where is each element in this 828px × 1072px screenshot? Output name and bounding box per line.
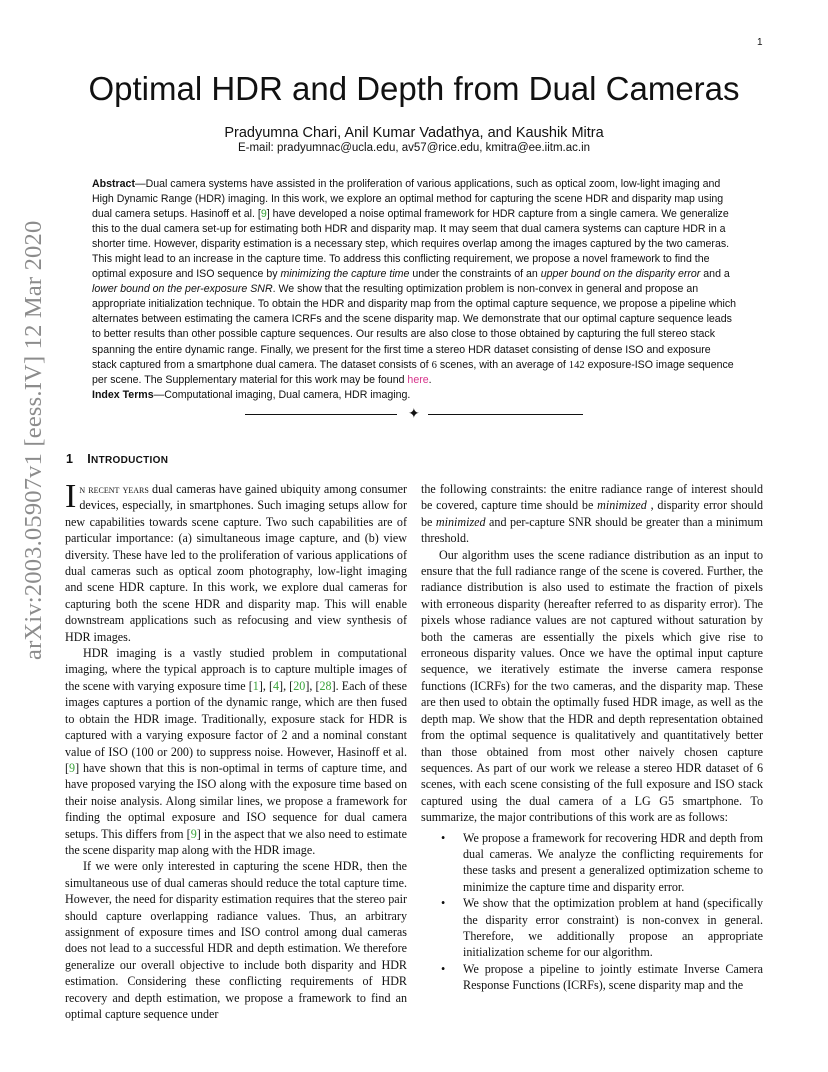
citation-link[interactable]: 4 bbox=[273, 678, 280, 693]
page-number: 1 bbox=[757, 37, 763, 48]
author-list: Pradyumna Chari, Anil Kumar Vadathya, and Kaushik Mitra bbox=[224, 125, 604, 141]
citation-link[interactable]: 20 bbox=[293, 678, 306, 693]
paper-title: Optimal HDR and Depth from Dual Cameras bbox=[88, 70, 740, 107]
contributions-list bbox=[421, 830, 763, 994]
paragraph: the following constraints: the enitre radiance range of interest should be covered, capture time should be minimized , disparity error should be minimized and per-capture SNR should be greater than a minimum threshold. bbox=[421, 482, 763, 546]
paragraph: If we were only interested in capturing the scene HDR, then the simultaneous use of dual cameras should reduce the total capture time. However, the need for disparity estimation requires that the stereo pair should capture overlapping radiance values. Thus, an arbitrary assignment of exposure times and ISO control among dual cameras does not lead to a successful HDR and depth estimation. We therefore generalize our overall objective to include both disparity and HDR estimation. Considering these conflicting requirements of HDR recovery and depth estimation, we propose a framework to find an optimal capture sequence under bbox=[65, 859, 407, 1021]
paragraph: HDR imaging is a vastly studied problem in computational imaging, where the typical approach is to capture multiple images of the scene with varying exposure time [1], [4], [20], [28]. Each of these images captures a portion of the dynamic range, which are then fused to obtain the HDR image. Traditionally, exposure stack for HDR is captured with a varying exposure factor of 2 and a nominal constant value of ISO (100 or 200) to suppress noise. However, Hasinoff et al. [9] have shown that this is non-optimal in terms of capture time, and have proposed varying the ISO along with the exposure time based on their noise analysis. Along similar lines, we propose a framework for finding the optimal exposure and ISO sequence for dual camera setups. This differs from [9] in the aspect that we also need to estimate the scene disparity map along with the HDR image. bbox=[65, 646, 407, 857]
section-divider bbox=[245, 408, 583, 422]
index-terms: Index Terms—Computational imaging, Dual camera, HDR imaging. bbox=[92, 389, 411, 401]
supplementary-link[interactable]: here bbox=[407, 373, 429, 386]
list-item: • We propose a framework for recovering HDR and depth from dual cameras. We analyze the conflicting requirements for these tasks and present a generalized optimization scheme to minimize the capture time and disparity error. bbox=[463, 830, 763, 896]
diamond-icon: ✦ bbox=[408, 406, 420, 422]
column-right bbox=[421, 481, 763, 994]
citation-link[interactable]: 9 bbox=[260, 208, 267, 221]
abstract: Abstract—Dual camera systems have assisted in the proliferation of various applications, such as optical zoom, low-light imaging and High Dynamic Range (HDR) imaging. In this work, we explore an optimal method for capturing the scene HDR and disparity map using dual camera setups. Hasinoff et al. [9] have developed a noise optimal framework for HDR capture from a single camera. We generalize this to the dual camera set-up for estimating both HDR and disparity map. It may seem that dual camera systems can capture HDR in a shorter time. However, disparity estimation is a necessary step, which requires overlap among the images captured by the two cameras. This might lead to an increase in the capture time. To address this conflicting requirement, we propose a novel framework to find the optimal exposure and ISO sequence by minimizing the capture time under the constraints of an upper bound on the disparity error and a lower bound on the per-exposure SNR. We show that the resulting optimization problem is non-convex in general and propose an appropriate initialization technique. To obtain the HDR and disparity map from the optimal capture sequence, we propose a pipeline which alternates between estimating the camera ICRFs and the scene disparity map. We demonstrate that our optimal capture sequence leads to better results than other possible capture sequences. Our results are also close to those obtained by capturing the full stereo stack spanning the entire dynamic range. Finally, we present for the first time a stereo HDR dataset consisting of dense ISO and exposure stack captured from a smartphone dual camera. The dataset consists of 6 scenes, with an average of 142 exposure-ISO image sequence per scene. The Supplementary material for this work may be found here. bbox=[92, 178, 737, 386]
list-item: • We propose a pipeline to jointly estimate Inverse Camera Response Functions (ICRFs), scene disparity map and the bbox=[463, 961, 763, 994]
citation-link[interactable]: 1 bbox=[252, 678, 259, 693]
citation-link[interactable]: 9 bbox=[190, 826, 197, 841]
list-item: • We show that the optimization problem at hand (specifically the disparity error constraint) is non-convex in general. Therefore, we additionally propose an appropriate initialization scheme for our algorithm. bbox=[463, 895, 763, 961]
abstract-label: Abstract bbox=[92, 178, 135, 190]
paragraph: In recent years dual cameras have gained ubiquity among consumer devices, especially, in smartphones. Such imaging setups allow for new capabilities towards scene capture. Two such capabilities are of particular importance: (a) simultaneous image capture, and (b) view diversity. These have led to the proliferation of various applications of dual cameras such as optical zoom photography, low-light imaging and scene HDR capture. In this work, we explore dual cameras for capturing both the scene HDR and disparity map. This will enable downstream applications such as refocusing and view synthesis of HDR images. bbox=[65, 478, 407, 644]
section-heading: 1 INTRODUCTION bbox=[66, 452, 169, 466]
citation-link[interactable]: 9 bbox=[69, 760, 76, 775]
drop-cap: I bbox=[65, 478, 77, 515]
arxiv-identifier-stamp: arXiv:2003.05907v1 [eess.IV] 12 Mar 2020 bbox=[20, 220, 47, 660]
column-left bbox=[65, 478, 407, 1022]
citation-link[interactable]: 28 bbox=[319, 678, 332, 693]
index-terms-label: Index Terms bbox=[92, 389, 154, 401]
paragraph: Our algorithm uses the scene radiance distribution as an input to ensure that the full radiance range of the scene is covered. Further, the radiance distribution is also used to estimate the fraction of pixels with erroneous disparity (hereafter referred to as disparity error). The pixels whose radiance values are not captured without saturation by both the cameras are essentially the pixels which give rise to erroneous disparity values. Once we have the optimal input capture sequence, we iteratively estimate the inverse camera response functions (ICRFs) for the two cameras, and the disparity map. These are then used to obtain the optimally fused HDR image, as well as the depth map. We show that the HDR and depth representation obtained from the optimal sequence is qualitatively and quantitatively better than those obtained from most other naively chosen capture sequences. As part of our work we release a stereo HDR dataset of 6 scenes, with each scene consisting of the full exposure and ISO stack captured using the dual camera of a LG G5 smartphone. To summarize, the major contributions of this work are as follows: bbox=[421, 547, 763, 825]
author-emails: E-mail: pradyumnac@ucla.edu, av57@rice.edu, kmitra@ee.iitm.ac.in bbox=[237, 142, 591, 154]
